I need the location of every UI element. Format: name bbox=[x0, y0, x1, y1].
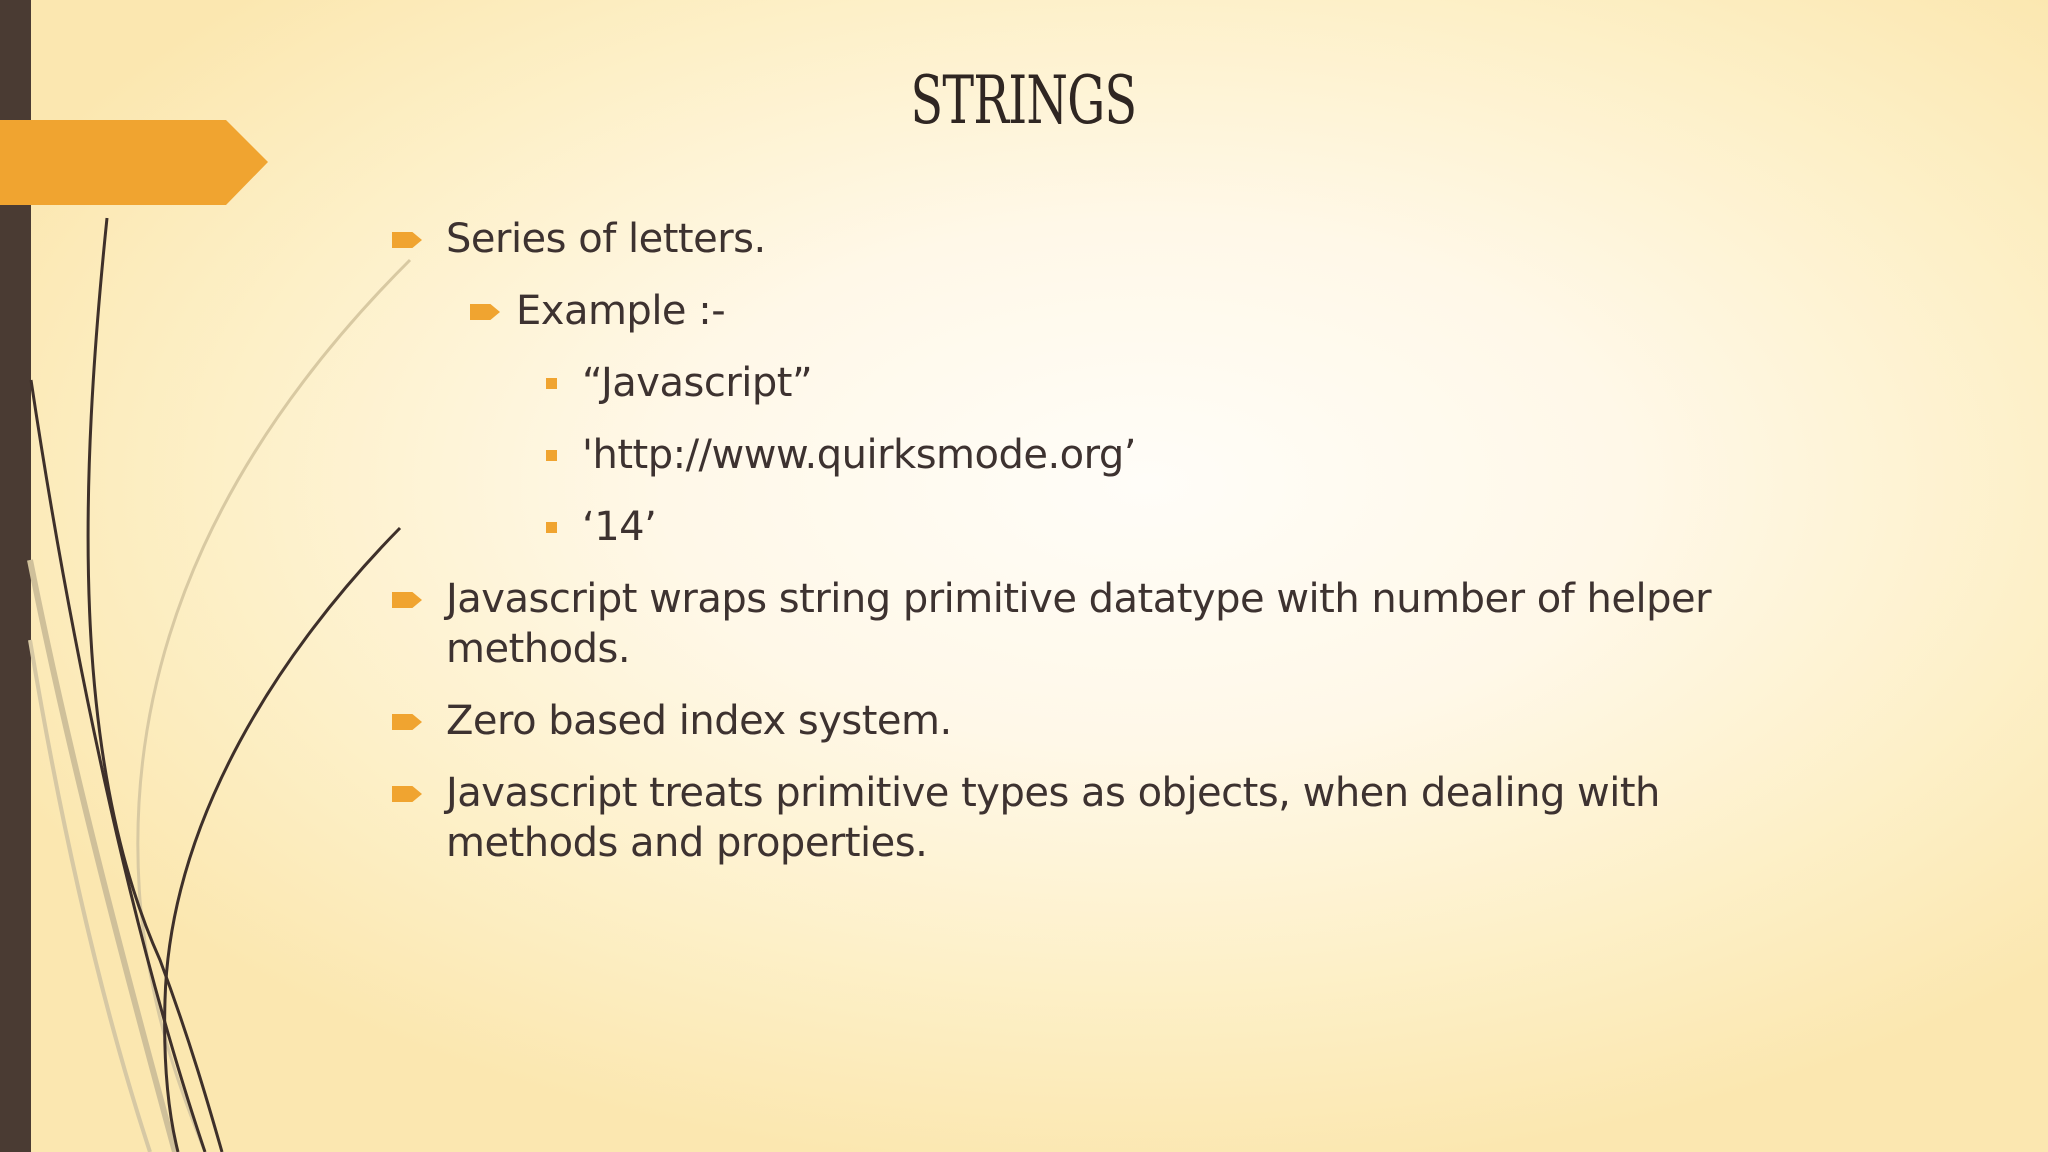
arrow-bullet-icon bbox=[470, 304, 500, 320]
square-bullet-icon bbox=[546, 378, 557, 389]
bullet-text: Zero based index system. bbox=[446, 698, 952, 744]
sub-bullet-item bbox=[470, 286, 1812, 336]
bullet-item bbox=[392, 214, 1812, 264]
bullet-list bbox=[392, 214, 1812, 868]
bullet-text: “Javascript” bbox=[582, 360, 813, 406]
slide-title: STRINGS bbox=[910, 62, 1137, 139]
arrow-bullet-icon bbox=[392, 232, 422, 248]
sub-sub-bullet-item bbox=[544, 502, 1812, 552]
bullet-text: 'http://www.quirksmode.org’ bbox=[582, 432, 1136, 478]
bullet-text: Javascript treats primitive types as objects, when dealing with methods and properties. bbox=[446, 770, 1660, 866]
arrow-bullet-icon bbox=[392, 786, 422, 802]
bullet-text: Javascript wraps string primitive datatype with number of helper methods. bbox=[446, 576, 1712, 672]
arrow-bullet-icon bbox=[392, 592, 422, 608]
arrow-bullet-icon bbox=[392, 714, 422, 730]
bullet-text: Example :- bbox=[516, 288, 726, 334]
bullet-item bbox=[392, 574, 1812, 674]
bullet-item bbox=[392, 768, 1812, 868]
sub-sub-bullet-item bbox=[544, 430, 1812, 480]
square-bullet-icon bbox=[546, 450, 557, 461]
bullet-text: ‘14’ bbox=[582, 504, 657, 550]
sub-sub-bullet-item bbox=[544, 358, 1812, 408]
square-bullet-icon bbox=[546, 522, 557, 533]
bullet-item bbox=[392, 696, 1812, 746]
bullet-text: Series of letters. bbox=[446, 216, 766, 262]
